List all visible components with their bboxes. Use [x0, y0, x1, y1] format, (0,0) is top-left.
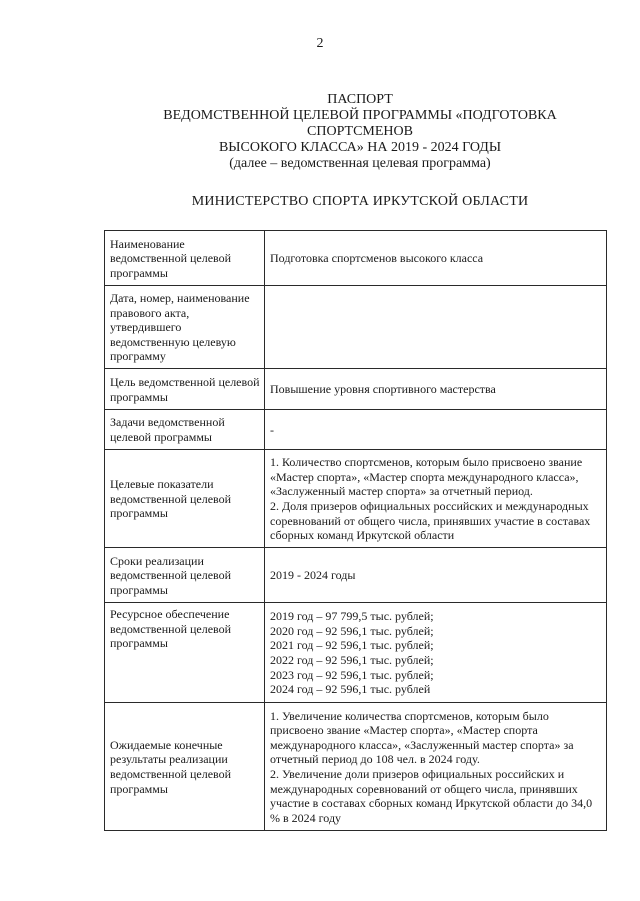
table-row	[105, 231, 607, 286]
value-text: Подготовка спортсменов высокого класса	[270, 251, 484, 266]
row-value	[265, 369, 607, 410]
title-line: ВЕДОМСТВЕННОЙ ЦЕЛЕВОЙ ПРОГРАММЫ «ПОДГОТОВКА	[163, 108, 557, 123]
table-row	[105, 450, 607, 548]
row-value	[265, 450, 607, 548]
title-line: ВЫСОКОГО КЛАССА» НА 2019 - 2024 ГОДЫ	[218, 140, 502, 155]
title-subline: (далее – ведомственная целевая программа)	[229, 156, 491, 171]
value-text: 2. Доля призеров официальных российских и международных соревнований от общего числа, принявших участие в составах сборных команд Иркутской области	[270, 499, 591, 543]
page-number: 2	[316, 36, 324, 51]
table-row	[105, 410, 607, 450]
value-text: 2019 - 2024 годы	[270, 568, 356, 583]
row-label: Ресурсное обеспечение ведомственной целевой программы	[105, 603, 265, 703]
value-text: 2019 год – 97 799,5 тыс. рублей;	[270, 609, 434, 624]
table-row	[105, 603, 607, 703]
row-value	[265, 231, 607, 286]
row-value	[265, 548, 607, 603]
row-label: Сроки реализации ведомственной целевой программы	[105, 548, 265, 603]
row-value	[265, 286, 607, 369]
value-text: 2022 год – 92 596,1 тыс. рублей;	[270, 653, 434, 667]
row-value	[265, 703, 607, 831]
row-label: Целевые показатели ведомственной целевой программы	[105, 450, 265, 548]
row-label: Цель ведомственной целевой программы	[105, 369, 265, 410]
row-label: Наименование ведомственной целевой программы	[105, 231, 265, 286]
value-text: 1. Количество спортсменов, которым было присвоено звание «Мастер спорта», «Мастер спорта международного класса», «Заслуженный мастер спорта» за отчетный период.	[270, 455, 583, 499]
ministry-heading: МИНИСТЕРСТВО СПОРТА ИРКУТСКОЙ ОБЛАСТИ	[191, 194, 529, 209]
passport-table	[104, 230, 607, 831]
row-value	[265, 410, 607, 450]
title-line: ПАСПОРТ	[327, 92, 393, 107]
document-title	[60, 92, 640, 172]
table-row	[105, 548, 607, 603]
value-text: Повышение уровня спортивного мастерства	[270, 382, 496, 397]
value-text: 2. Увеличение доли призеров официальных российских и международных соревнований от общего числа, принявших участие в составах сборных команд Иркутской области до 34,0 % в 2024 году	[270, 767, 593, 825]
value-text: 2024 год – 92 596,1 тыс. рублей	[270, 682, 431, 697]
title-line: СПОРТСМЕНОВ	[307, 124, 413, 139]
value-text: 2020 год – 92 596,1 тыс. рублей;	[270, 623, 434, 638]
value-text: 2023 год – 92 596,1 тыс. рублей;	[270, 667, 434, 682]
table-row	[105, 703, 607, 831]
value-text: -	[270, 422, 274, 437]
table-row	[105, 369, 607, 410]
value-text: 2021 год – 92 596,1 тыс. рублей;	[270, 638, 434, 653]
row-label: Задачи ведомственной целевой программы	[105, 410, 265, 450]
value-text: 1. Увеличение количества спортсменов, которым было присвоено звание «Мастер спорта», «Мастер спорта международного класса», «Заслуженный мастер спорта» за отчетный период до 108 чел. в 2024 году.	[270, 708, 574, 767]
row-label: Дата, номер, наименование правового акта, утвердившего ведомственную целевую программу	[105, 286, 265, 369]
row-label: Ожидаемые конечные результаты реализации ведомственной целевой программы	[105, 703, 265, 831]
row-value	[265, 603, 607, 703]
table-row	[105, 286, 607, 369]
